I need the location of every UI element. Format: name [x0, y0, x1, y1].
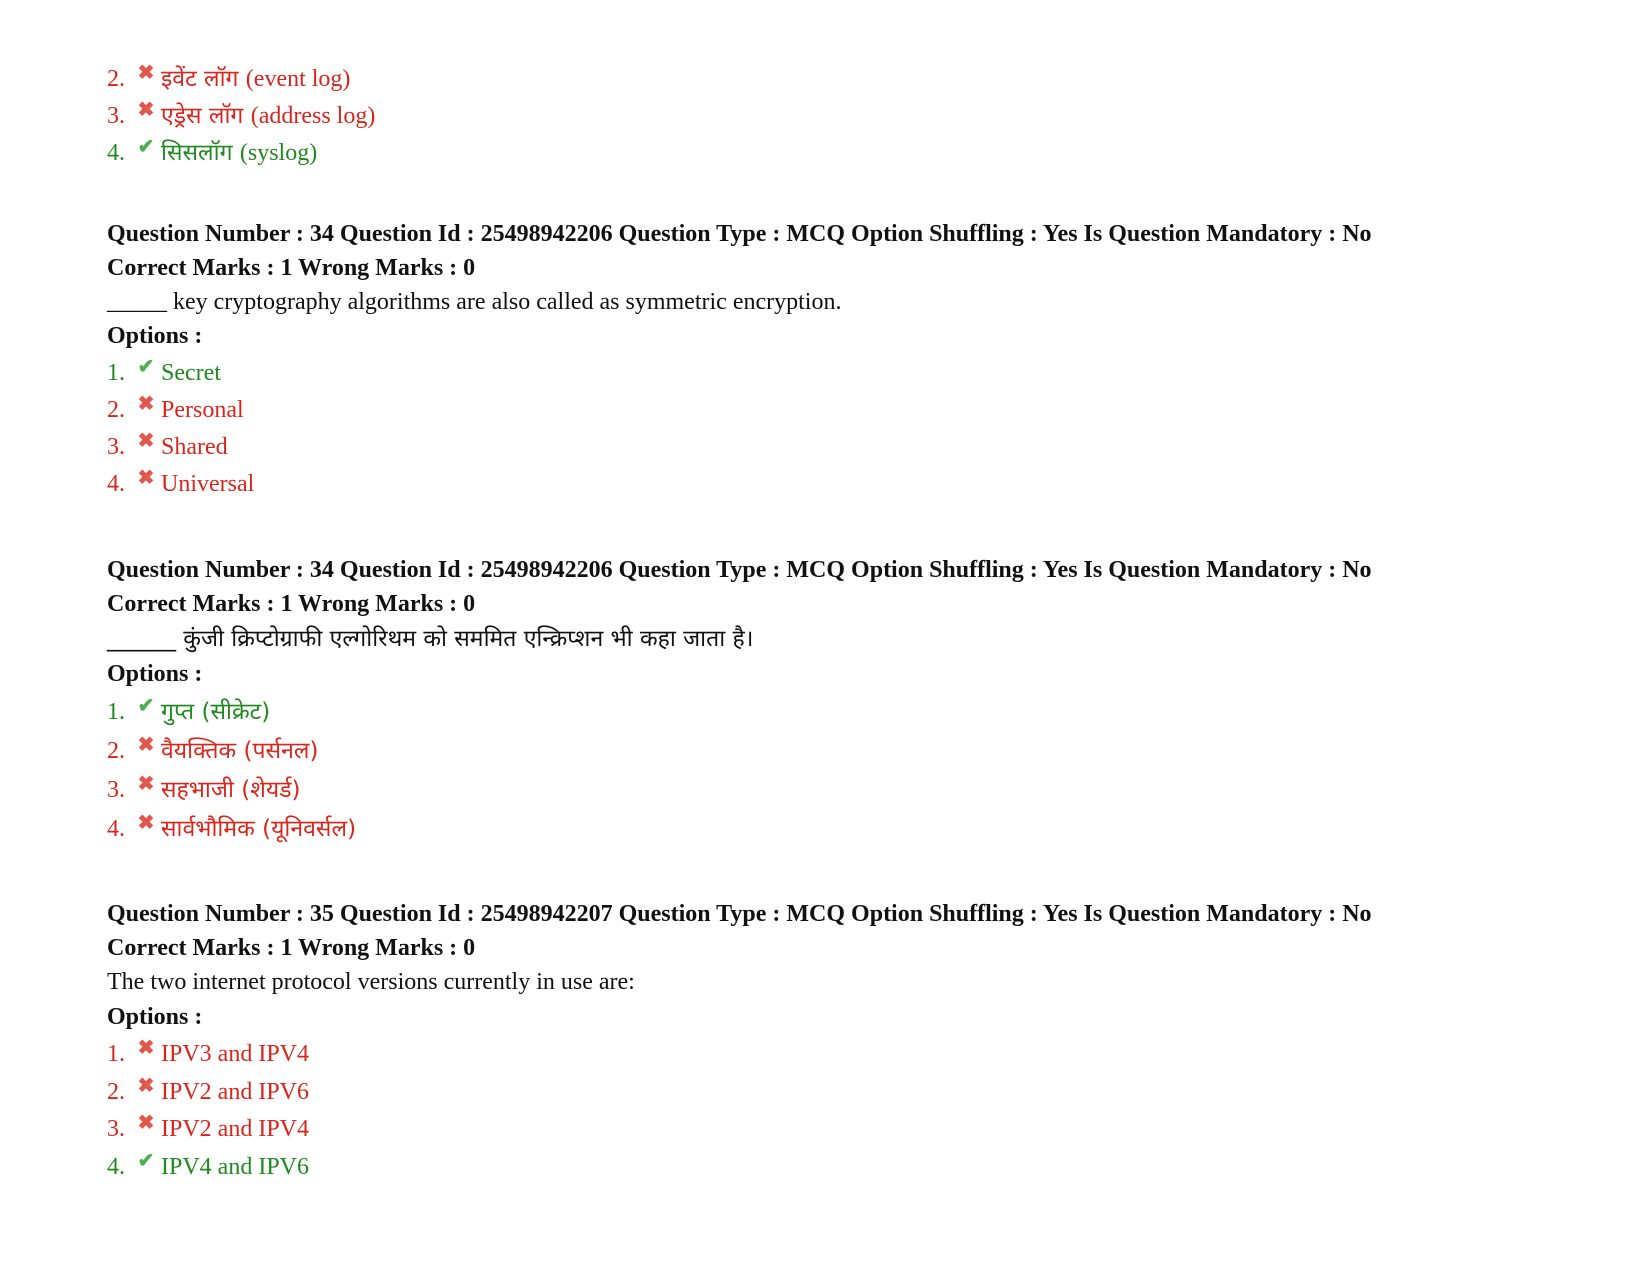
option-text: IPV2 and IPV6 [161, 1079, 309, 1105]
cross-mark-icon: ✖ [137, 773, 155, 795]
option-text: सहभाजी (शेयर्ड) [161, 777, 301, 803]
option-text: वैयक्तिक (पर्सनल) [161, 738, 319, 764]
cross-mark-icon: ✖ [137, 812, 155, 834]
option-row [107, 775, 300, 805]
option-row [107, 358, 221, 388]
cross-mark-icon: ✖ [137, 1112, 155, 1134]
option-row [107, 395, 244, 425]
question-header: Question Number : 34 Question Id : 25498942206 Question Type : MCQ Option Shuffling : Yes Is Question Mandatory : No [107, 221, 1372, 247]
option-text: IPV4 and IPV6 [161, 1154, 309, 1180]
option-row [107, 1152, 309, 1182]
option-number: 2. [107, 397, 125, 423]
option-number: 3. [107, 777, 125, 803]
option-text: IPV3 and IPV4 [161, 1041, 309, 1067]
question-text: _____ key cryptography algorithms are also called as symmetric encryption. [107, 289, 842, 315]
cross-mark-icon: ✖ [137, 1037, 155, 1059]
option-row [107, 138, 317, 168]
question-marks: Correct Marks : 1 Wrong Marks : 0 [107, 255, 476, 281]
option-text: Universal [161, 471, 255, 497]
option-row [107, 1114, 309, 1144]
option-number: 1. [107, 360, 125, 386]
question-text: ______ कुंजी क्रिप्टोग्राफी एल्गोरिथम को सममित एन्क्रिप्शन भी कहा जाता है। [107, 626, 754, 652]
cross-mark-icon: ✖ [137, 430, 155, 452]
option-number: 3. [107, 434, 125, 460]
option-number: 2. [107, 66, 125, 92]
check-mark-icon: ✔ [137, 1150, 155, 1172]
option-row [107, 432, 228, 462]
option-row [107, 101, 375, 131]
option-text: IPV2 and IPV4 [161, 1116, 309, 1142]
options-label: Options : [107, 1004, 203, 1030]
cross-mark-icon: ✖ [137, 99, 155, 121]
option-number: 3. [107, 103, 125, 129]
option-number: 1. [107, 1041, 125, 1067]
options-label: Options : [107, 323, 203, 349]
options-label: Options : [107, 661, 203, 687]
check-mark-icon: ✔ [137, 695, 155, 717]
option-number: 4. [107, 1154, 125, 1180]
option-row [107, 64, 350, 94]
option-text: सिसलॉग (syslog) [161, 140, 318, 166]
option-text: Secret [161, 360, 221, 386]
option-number: 2. [107, 1079, 125, 1105]
option-number: 2. [107, 738, 125, 764]
option-row [107, 697, 270, 727]
cross-mark-icon: ✖ [137, 1075, 155, 1097]
option-text: गुप्त (सीक्रेट) [161, 699, 271, 725]
check-mark-icon: ✔ [137, 136, 155, 158]
option-text: इवेंट लॉग (event log) [161, 66, 351, 92]
option-number: 4. [107, 471, 125, 497]
cross-mark-icon: ✖ [137, 467, 155, 489]
check-mark-icon: ✔ [137, 356, 155, 378]
option-row [107, 1039, 309, 1069]
option-text: Shared [161, 434, 228, 460]
option-number: 1. [107, 699, 125, 725]
option-row [107, 469, 254, 499]
option-text: Personal [161, 397, 244, 423]
cross-mark-icon: ✖ [137, 62, 155, 84]
option-number: 3. [107, 1116, 125, 1142]
option-number: 4. [107, 816, 125, 842]
option-row [107, 736, 318, 766]
question-header: Question Number : 34 Question Id : 25498942206 Question Type : MCQ Option Shuffling : Yes Is Question Mandatory : No [107, 557, 1372, 583]
question-text: The two internet protocol versions currently in use are: [107, 969, 635, 995]
question-marks: Correct Marks : 1 Wrong Marks : 0 [107, 935, 476, 961]
option-row [107, 814, 356, 844]
option-number: 4. [107, 140, 125, 166]
cross-mark-icon: ✖ [137, 734, 155, 756]
option-row [107, 1077, 309, 1107]
option-text: एड्रेस लॉग (address log) [161, 103, 376, 129]
option-text: सार्वभौमिक (यूनिवर्सल) [161, 816, 357, 842]
question-marks: Correct Marks : 1 Wrong Marks : 0 [107, 591, 476, 617]
question-header: Question Number : 35 Question Id : 25498942207 Question Type : MCQ Option Shuffling : Yes Is Question Mandatory : No [107, 901, 1372, 927]
cross-mark-icon: ✖ [137, 393, 155, 415]
